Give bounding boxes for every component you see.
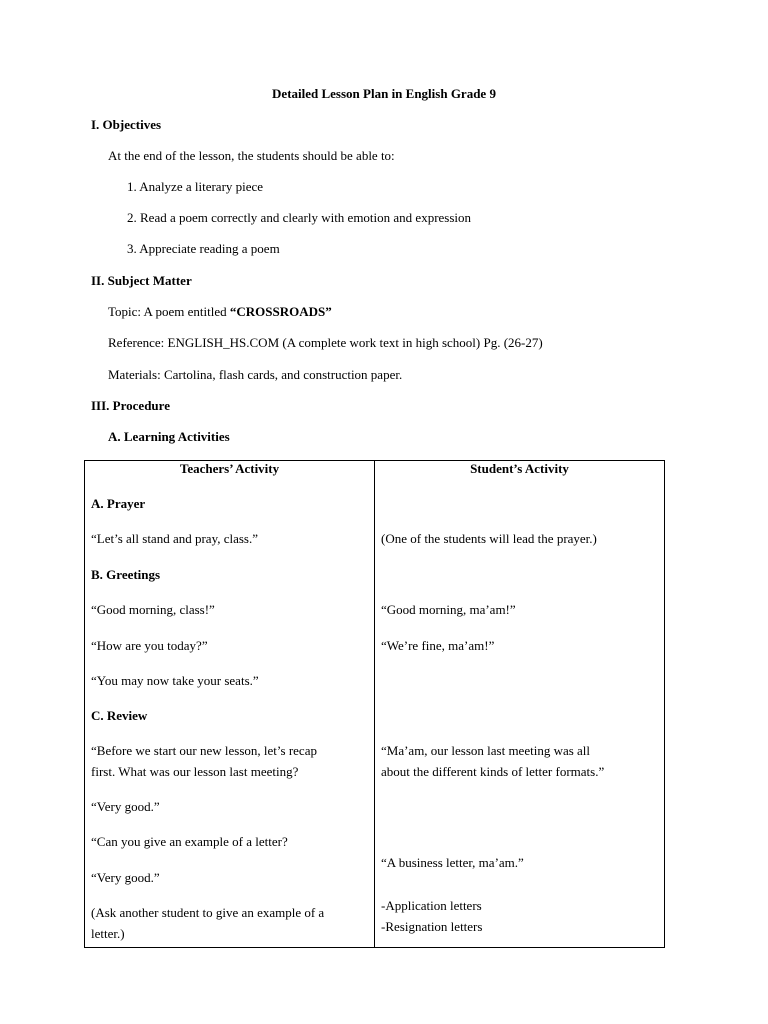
teacher-line: “Let’s all stand and pray, class.” (91, 531, 259, 546)
topic-title: “CROSSROADS” (229, 304, 332, 319)
student-line: “We’re fine, ma’am!” (381, 638, 495, 653)
teacher-activity-header: Teachers’ Activity (179, 461, 280, 476)
teacher-line: “Very good.” (91, 799, 160, 814)
student-activity-header: Student’s Activity (470, 461, 569, 476)
topic-line (108, 304, 332, 320)
student-line: “A business letter, ma’am.” (381, 855, 524, 870)
reference-line: Reference: ENGLISH_HS.COM (A complete work text in high school) Pg. (26-27) (108, 335, 543, 350)
objective-item: 2. Read a poem correctly and clearly with emotion and expression (127, 210, 472, 225)
prayer-heading: A. Prayer (91, 496, 146, 511)
materials-line: Materials: Cartolina, flash cards, and construction paper. (108, 367, 403, 382)
teacher-line: “Very good.” (91, 870, 160, 885)
teacher-line: “Good morning, class!” (91, 602, 215, 617)
student-line: -Resignation letters (381, 919, 483, 934)
student-line: (One of the students will lead the prayer.) (381, 531, 597, 546)
topic-label: Topic: A poem entitled (108, 304, 230, 319)
document-title: Detailed Lesson Plan in English Grade 9 (272, 86, 496, 101)
teacher-line: first. What was our lesson last meeting? (91, 764, 299, 779)
teacher-line: “How are you today?” (91, 638, 208, 653)
objective-item: 1. Analyze a literary piece (127, 179, 264, 194)
student-line: about the different kinds of letter formats.” (381, 764, 605, 779)
teacher-line: “You may now take your seats.” (91, 673, 259, 688)
learning-activities-table (84, 460, 665, 948)
teacher-line: “Can you give an example of a letter? (91, 834, 288, 849)
teacher-activity-column (85, 461, 375, 948)
greetings-heading: B. Greetings (91, 567, 161, 582)
review-heading: C. Review (91, 708, 148, 723)
student-line: “Ma’am, our lesson last meeting was all (381, 743, 591, 758)
student-activity-column (375, 461, 665, 948)
learning-activities-heading: A. Learning Activities (108, 429, 230, 444)
subject-matter-heading: II. Subject Matter (91, 273, 192, 288)
procedure-heading: III. Procedure (91, 398, 170, 413)
teacher-line: “Before we start our new lesson, let’s recap (91, 743, 317, 758)
student-line: “Good morning, ma’am!” (381, 602, 516, 617)
teacher-line: letter.) (91, 926, 125, 941)
objective-item: 3. Appreciate reading a poem (127, 241, 280, 256)
objectives-heading: I. Objectives (91, 117, 162, 132)
teacher-line: (Ask another student to give an example of a (91, 905, 325, 920)
student-line: -Application letters (381, 898, 482, 913)
objectives-intro: At the end of the lesson, the students should be able to: (108, 148, 395, 163)
